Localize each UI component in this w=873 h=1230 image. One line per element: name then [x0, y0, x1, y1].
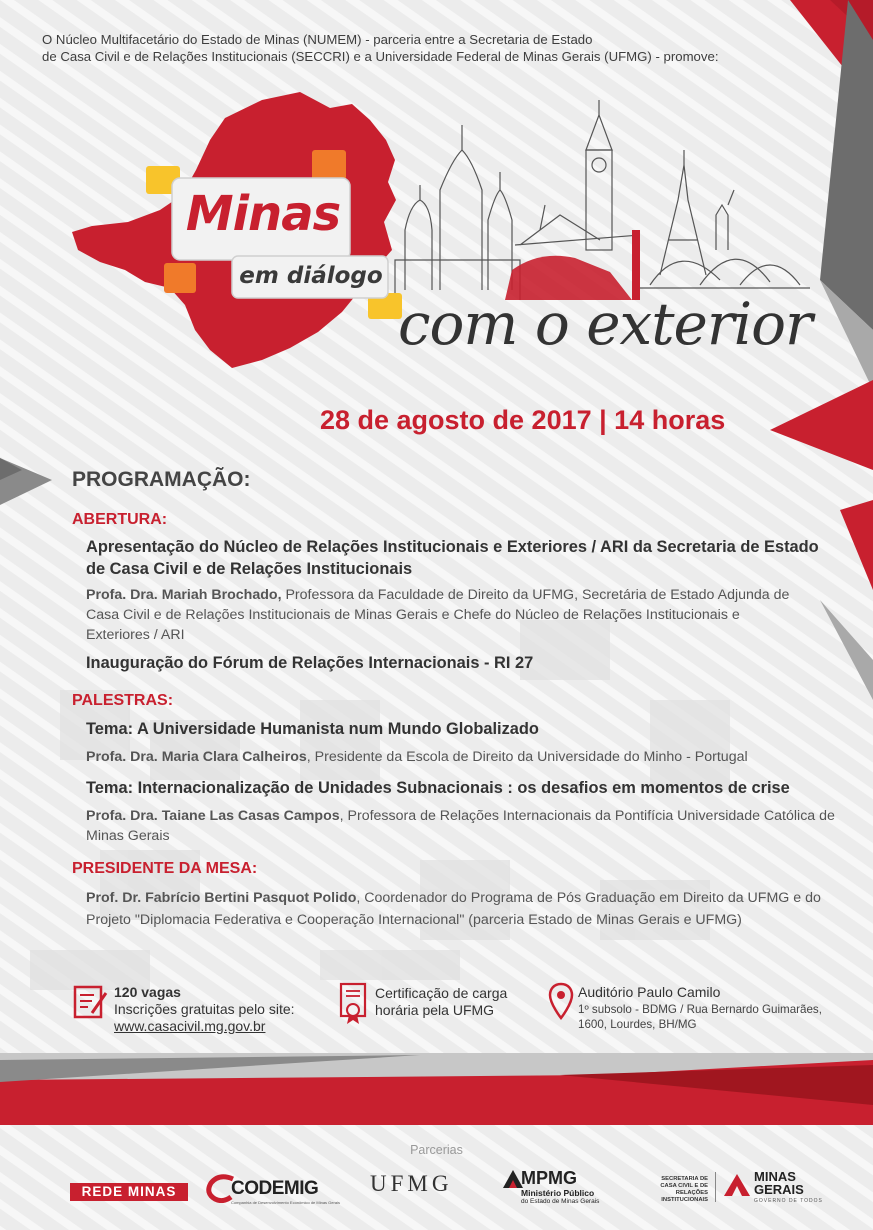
mg-triangle-icon [724, 1174, 750, 1196]
talk-2-title: Tema: Internacionalização de Unidades Subnacionais : os desafios em momentos de crise [86, 779, 790, 797]
location-block [578, 984, 822, 1032]
presidente-heading: PRESIDENTE DA MESA: [72, 860, 258, 877]
title-em-dialogo: em diálogo [239, 263, 383, 289]
talk-1-speaker: Profa. Dra. Maria Clara Calheiros [86, 749, 307, 765]
palestras-heading: PALESTRAS: [72, 692, 174, 709]
inscricoes-text: Inscrições gratuitas pelo site: [114, 1001, 295, 1017]
presidente-speaker: Prof. Dr. Fabrício Bertini Pasquot Polido [86, 890, 357, 906]
location-name: Auditório Paulo Camilo [578, 984, 721, 1000]
talk-2-desc [86, 806, 836, 846]
mpmg-sub-2: do Estado de Minas Gerais [521, 1198, 600, 1205]
logo-divider [715, 1172, 716, 1202]
seccri-line-2: CASA CIVIL E DE [660, 1183, 708, 1189]
presidente-role: , Coordenador do Programa de Pós Graduação em Direito da UFMG e do Projeto "Diplomacia Federativa e Cooperação Internacional" (parceria Estado de Minas Gerais e UFMG) [86, 890, 821, 928]
title-minas: Minas [185, 186, 341, 242]
codemig-logo [205, 1170, 345, 1210]
speech-bubble-orange-2 [164, 263, 196, 293]
redeminas-logo: REDE MINAS [70, 1183, 188, 1201]
partners-label: Parcerias [410, 1143, 463, 1157]
cert-line-2: horária pela UFMG [375, 1002, 495, 1018]
mg-line-1: MINAS [754, 1169, 796, 1184]
talk-2-speaker: Profa. Dra. Taiane Las Casas Campos [86, 808, 340, 824]
abertura-item-1-desc [86, 585, 806, 645]
seccri-line-3: RELAÇÕES INSTITUCIONAIS [661, 1190, 708, 1203]
codemig-name: CODEMIG [231, 1178, 319, 1199]
codemig-sub: Companhia de Desenvolvimento Econômico de Minas Gerais [231, 1200, 340, 1205]
presidente-desc [86, 887, 826, 931]
abertura-heading: ABERTURA: [72, 511, 168, 528]
talk-1-title: Tema: A Universidade Humanista num Mundo Globalizado [86, 720, 539, 738]
mpmg-logo [503, 1168, 613, 1210]
talk-1-role: , Presidente da Escola de Direito da Universidade do Minho - Portugal [306, 749, 748, 765]
minas-gerais-logo [724, 1170, 824, 1210]
mpmg-name: MPMG [521, 1168, 577, 1188]
form-icon [72, 983, 110, 1021]
abertura-item-1-role: Professora da Faculdade de Direito da UFMG, Secretária de Estado Adjunda de Casa Civil e de Relações Institucionais de Minas Gerais e Chefe do Núcleo de Relações Institucionais e Exteriores / ARI [86, 587, 790, 643]
mpmg-mark-icon [503, 1170, 523, 1188]
abertura-item-1-title: Apresentação do Núcleo de Relações Institucionais e Exteriores / ARI da Secretaria de Estado de Casa Civil e de Relações Institucionais [86, 538, 819, 578]
speech-bubble-orange [312, 150, 346, 180]
cert-line-1: Certificação de carga [375, 985, 508, 1001]
abertura-item-2-title: Inauguração do Fórum de Relações Internacionais - RI 27 [86, 654, 534, 672]
intro-line-1: O Núcleo Multifacetário do Estado de Minas (NUMEM) - parceria entre a Secretaria de Estado [42, 32, 593, 47]
talk-2-role: , Professora de Relações Internacionais da Pontifícia Universidade Católica de Minas Gerais [86, 808, 835, 844]
abertura-item-1-speaker: Profa. Dra. Mariah Brochado, [86, 587, 282, 603]
vagas-count: 120 vagas [114, 984, 181, 1000]
event-date: 28 de agosto de 2017 | 14 horas [320, 405, 726, 435]
mg-line-3: GOVERNO DE TODOS [754, 1198, 823, 1204]
seccri-line-1: SECRETARIA DE [661, 1176, 708, 1182]
vagas-block [114, 984, 295, 1035]
location-address-2: 1600, Lourdes, BH/MG [578, 1018, 697, 1031]
program-heading: PROGRAMAÇÃO: [72, 468, 251, 491]
mg-line-2: GERAIS [754, 1182, 804, 1197]
cert-block [375, 985, 507, 1019]
certificate-icon [338, 982, 370, 1026]
location-pin-icon [548, 982, 574, 1022]
site-link[interactable]: www.casacivil.mg.gov.br [114, 1018, 266, 1034]
intro-line-2: de Casa Civil e de Relações Institucionais (SECCRI) e a Universidade Federal de Minas Gerais (UFMG) - promove: [42, 49, 719, 64]
seccri-logo [628, 1176, 708, 1204]
ufmg-logo: UFMG [370, 1171, 453, 1196]
title-com-o-exterior: com o exterior [398, 290, 812, 358]
location-address-1: 1º subsolo - BDMG / Rua Bernardo Guimarães, [578, 1003, 822, 1016]
mpmg-sub-1: Ministério Público [521, 1188, 595, 1198]
talk-1-desc [86, 747, 836, 767]
